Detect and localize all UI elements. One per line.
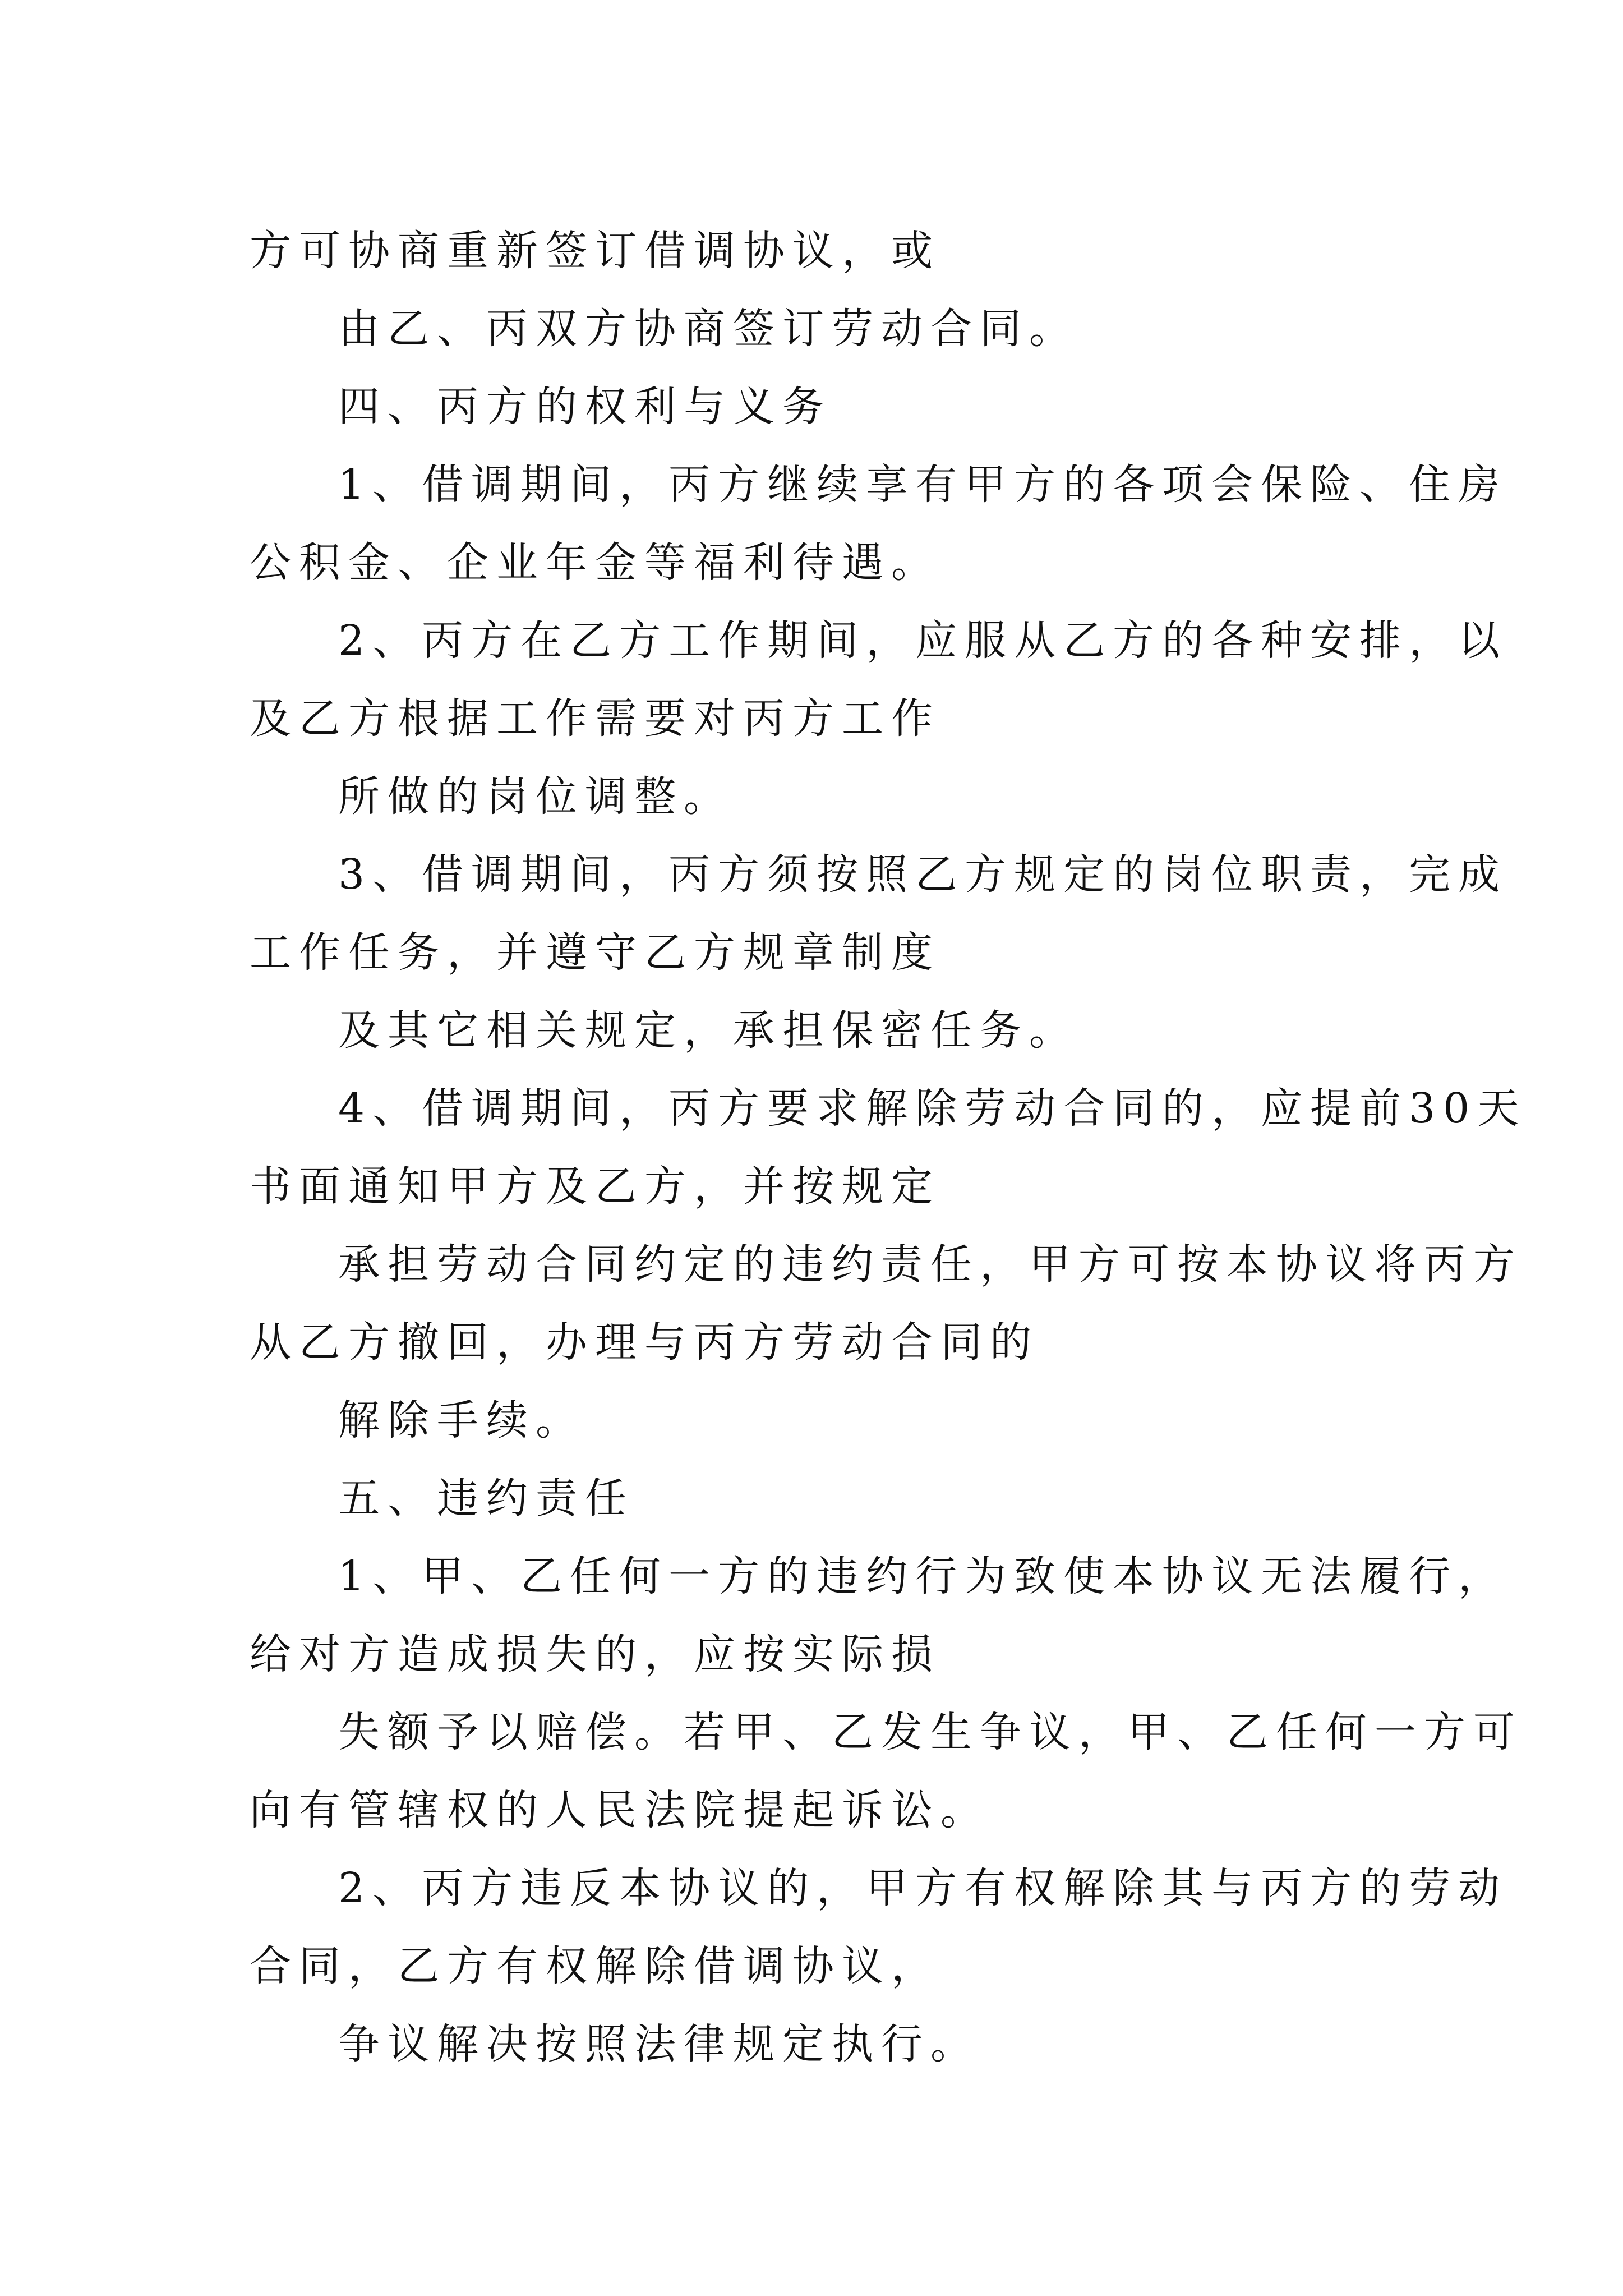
text-line: 五、违约责任 xyxy=(338,1474,634,1522)
text-line: 承担劳动合同约定的违约责任，甲方可按本协议将丙方 xyxy=(338,1240,1523,1289)
document-body xyxy=(250,212,1527,2083)
text-line: 失额予以赔偿。若甲、乙发生争议，甲、乙任何一方可 xyxy=(338,1708,1523,1756)
text-line: 及乙方根据工作需要对丙方工作 xyxy=(250,694,940,743)
text-line: 从乙方撤回，办理与丙方劳动合同的 xyxy=(250,1318,1039,1366)
text-line: 书面通知甲方及乙方，并按规定 xyxy=(250,1162,940,1211)
text-line: 工作任务，并遵守乙方规章制度 xyxy=(250,928,940,977)
text-line: 2、丙方在乙方工作期间，应服从乙方的各种安排，以 xyxy=(338,616,1508,665)
text-line: 由乙、丙双方协商签订劳动合同。 xyxy=(338,305,1078,353)
text-line: 给对方造成损失的，应按实际损 xyxy=(250,1630,940,1678)
text-line: 合同，乙方有权解除借调协议， xyxy=(250,1942,940,1990)
text-line: 公积金、企业年金等福利待遇。 xyxy=(250,539,940,587)
text-line: 1、借调期间，丙方继续享有甲方的各项会保险、住房 xyxy=(338,461,1508,509)
text-line: 及其它相关规定，承担保密任务。 xyxy=(338,1006,1078,1055)
text-line: 3、借调期间，丙方须按照乙方规定的岗位职责，完成 xyxy=(338,850,1508,899)
text-line: 4、借调期间，丙方要求解除劳动合同的，应提前30天 xyxy=(338,1084,1527,1133)
text-line: 向有管辖权的人民法院提起诉讼。 xyxy=(250,1786,990,1834)
text-line: 方可协商重新签订借调协议，或 xyxy=(250,227,940,275)
text-line: 四、丙方的权利与义务 xyxy=(338,383,832,431)
text-line: 1、甲、乙任何一方的违约行为致使本协议无法履行， xyxy=(338,1552,1508,1600)
text-line: 2、丙方违反本协议的，甲方有权解除其与丙方的劳动 xyxy=(338,1864,1508,1912)
text-line: 争议解决按照法律规定执行。 xyxy=(338,2020,980,2068)
text-line: 解除手续。 xyxy=(338,1396,585,1444)
text-line: 所做的岗位调整。 xyxy=(338,772,733,821)
